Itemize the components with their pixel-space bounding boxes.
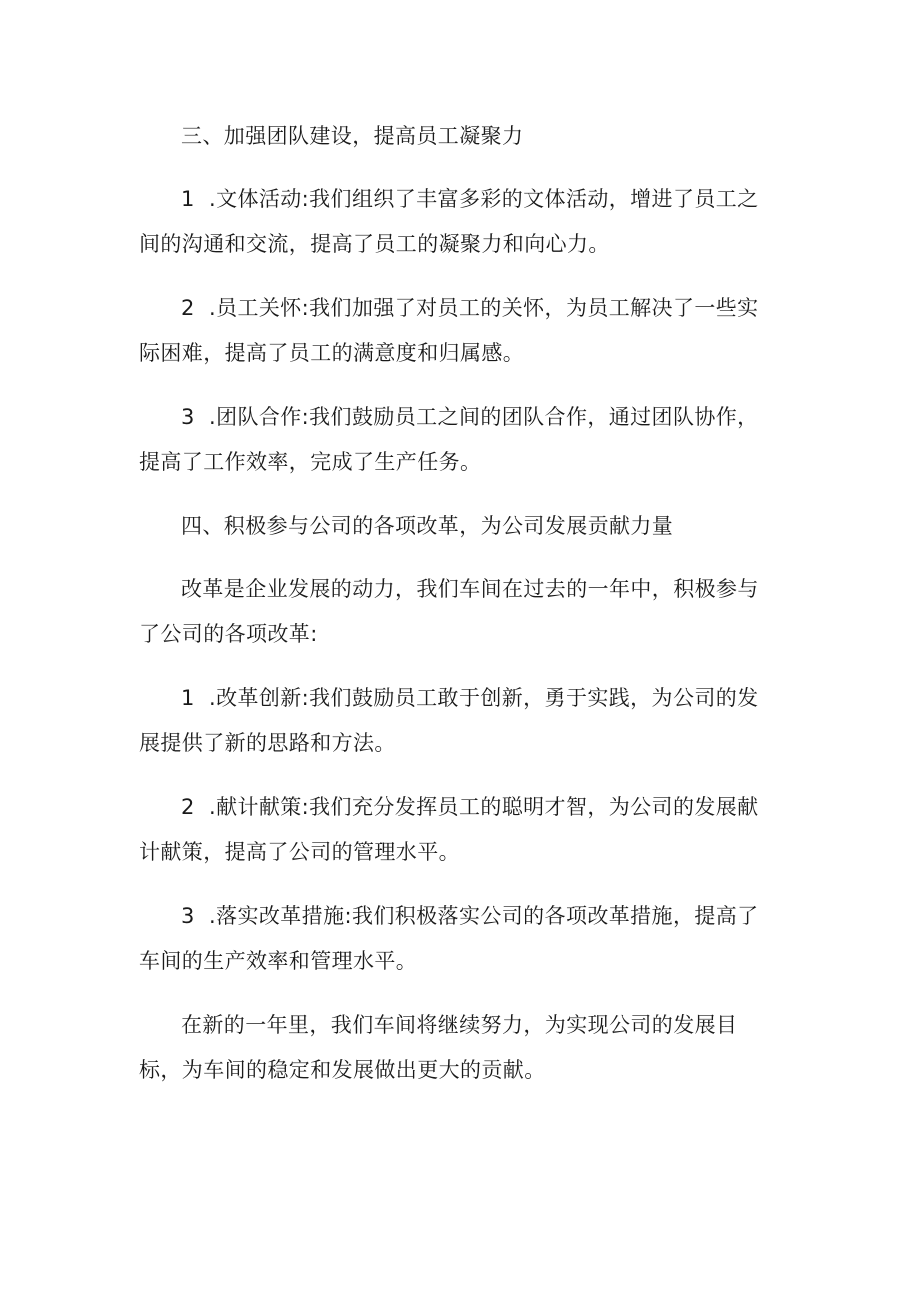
section-3-heading: 三、加强团队建设，提高员工凝聚力 <box>181 124 524 148</box>
item-text: .文体活动:我们组织了丰富多彩的文体活动，增进了员工之间的沟通和交流，提高了员工的凝聚力和向心力。 <box>139 187 759 256</box>
section-3-item-3 <box>139 395 779 485</box>
item-number: 2 <box>181 795 195 819</box>
item-text: .员工关怀:我们加强了对员工的关怀，为员工解决了一些实际困难，提高了员工的满意度和归属感。 <box>139 296 759 365</box>
item-number: 1 <box>181 686 195 710</box>
item-text: .团队合作:我们鼓励员工之间的团队合作，通过团队协作，提高了工作效率，完成了生产任务。 <box>139 405 759 474</box>
item-text: .落实改革措施:我们积极落实公司的各项改革措施，提高了车间的生产效率和管理水平。 <box>139 904 759 973</box>
section-4-intro: 改革是企业发展的动力，我们车间在过去的一年中，积极参与了公司的各项改革: <box>139 577 759 646</box>
section-3-item-1 <box>139 177 779 267</box>
section-4-heading: 四、积极参与公司的各项改革，为公司发展贡献力量 <box>181 514 674 538</box>
item-number: 2 <box>181 296 195 320</box>
item-text: .献计献策:我们充分发挥员工的聪明才智，为公司的发展献计献策，提高了公司的管理水平。 <box>139 795 759 864</box>
section-4-item-1 <box>139 676 779 766</box>
closing-paragraph: 在新的一年里，我们车间将继续努力，为实现公司的发展目标，为车间的稳定和发展做出更大的贡献。 <box>139 1013 738 1082</box>
section-3-item-2 <box>139 286 779 376</box>
document-body <box>139 114 779 1112</box>
item-number: 3 <box>181 405 195 429</box>
section-4-item-2 <box>139 785 779 875</box>
item-number: 1 <box>181 187 195 211</box>
section-4-item-3 <box>139 894 779 984</box>
item-number: 3 <box>181 904 195 928</box>
item-text: .改革创新:我们鼓励员工敢于创新，勇于实践，为公司的发展提供了新的思路和方法。 <box>139 686 759 755</box>
